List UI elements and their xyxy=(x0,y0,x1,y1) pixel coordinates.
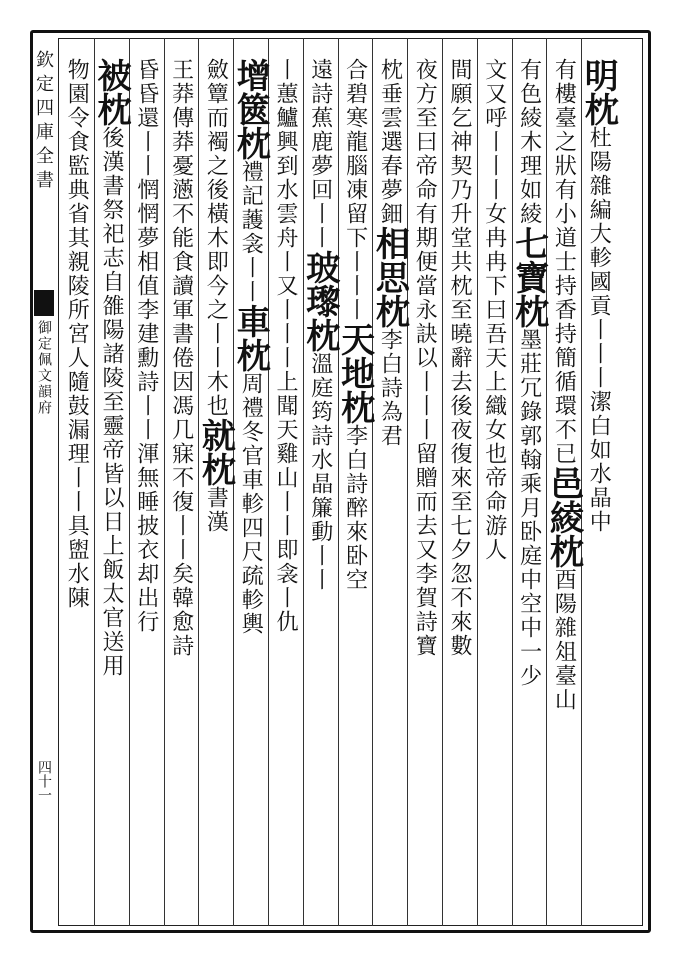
entry-text: 合碧寒龍腦凍留下丨丨丨 xyxy=(342,58,368,322)
column-rule xyxy=(407,38,408,926)
text-column-11 xyxy=(230,58,271,636)
column-rule xyxy=(372,38,373,926)
entry-text: 枕垂雲選春夢鈿 xyxy=(377,58,403,226)
entry-text: 禮記䕶衾丨丨 xyxy=(238,160,264,304)
text-column-9 xyxy=(299,58,340,592)
margin-fishtail-mark xyxy=(34,290,54,316)
entry-heading: 增篋枕 xyxy=(230,58,271,160)
text-column-14 xyxy=(131,58,161,634)
column-rule xyxy=(164,38,165,926)
text-column-16 xyxy=(61,58,91,610)
entry-text: 有樓臺之狀有小道士持香持簡循環不已 xyxy=(551,58,577,466)
text-column-7 xyxy=(369,58,410,448)
entry-heading: 就枕 xyxy=(195,418,236,486)
entry-text: 物園令食監典省其親陵所宮人隨鼓漏理丨丨具盥水陳 xyxy=(64,58,90,610)
entry-text: 斂簟而襡之後橫木即今之丨丨木也 xyxy=(203,58,229,418)
entry-heading: 玻瓈枕 xyxy=(299,250,340,352)
column-rule xyxy=(477,38,478,926)
column-rule xyxy=(338,38,339,926)
entry-text: 後漢書祭祀志自雒陽諸陵至靈帝皆以日上飯太官送用 xyxy=(99,126,124,678)
entry-heading: 相思枕 xyxy=(369,226,410,328)
column-rule xyxy=(546,38,547,926)
text-column-12 xyxy=(195,58,236,534)
text-column-5 xyxy=(444,58,474,658)
entry-text: 間願乞神契乃升堂共枕至曉辭去後夜復來至七夕忽不來數 xyxy=(447,58,472,658)
page-number: 四十一 xyxy=(36,760,52,802)
margin-title: 欽定四庫全書 xyxy=(33,50,54,194)
entry-text: 墨莊冗錄郭翰乘月卧庭中空中一少 xyxy=(516,328,542,688)
entry-text: 昏昏還丨丨惘惘夢相值李建勳詩丨丨渾無睡披衣却出行 xyxy=(133,58,159,634)
entry-text: 夜方至曰帝命有期便當永訣以丨丨丨留贈而去又李賀詩寶 xyxy=(412,58,438,658)
text-column-4 xyxy=(479,58,509,562)
entry-heading: 被枕 xyxy=(91,58,131,126)
entry-text: 王莽傳莽憂懣不能食讀軍書倦因馮几寐不復丨丨矣韓愈詩 xyxy=(168,58,194,658)
text-column-10 xyxy=(270,58,300,634)
entry-heading: 邑綾枕 xyxy=(543,466,584,568)
column-rule xyxy=(442,38,443,926)
entry-text: 有色綾木理如綾 xyxy=(516,58,542,226)
entry-heading: 天地枕 xyxy=(334,322,375,424)
entry-heading: 車枕 xyxy=(230,304,271,372)
entry-text: 溫庭筠詩水晶簾動丨丨 xyxy=(307,352,333,592)
text-column-8 xyxy=(334,58,375,592)
entry-text: 遠詩蕉鹿夢回丨丨 xyxy=(307,58,333,250)
margin-edition: 御定佩文韻府 xyxy=(36,320,52,416)
entry-text: 書漢 xyxy=(203,486,229,534)
entry-text: 李白詩為君 xyxy=(377,328,403,448)
entry-text: 杜陽雜編大軫國貢丨丨丨潔白如水晶中 xyxy=(586,126,612,534)
text-column-15 xyxy=(91,58,131,678)
text-column-6 xyxy=(409,58,439,658)
text-column-2 xyxy=(543,58,584,712)
text-column-1 xyxy=(578,58,619,534)
entry-text: 文又呼丨丨丨女冉冉下曰吾天上織女也帝命游人 xyxy=(481,58,507,562)
column-rule xyxy=(303,38,304,926)
entry-heading: 七寶枕 xyxy=(508,226,549,328)
column-rule xyxy=(94,38,95,926)
column-rule xyxy=(268,38,269,926)
text-column-3 xyxy=(508,58,549,688)
entry-text: 周禮冬官車軫四尺疏軫輿 xyxy=(238,372,264,636)
column-rule xyxy=(512,38,513,926)
column-rule xyxy=(129,38,130,926)
entry-text: 李白詩醉來卧空 xyxy=(342,424,368,592)
entry-text: 酉陽雜俎臺山 xyxy=(551,568,577,712)
entry-heading: 明枕 xyxy=(578,58,619,126)
text-column-13 xyxy=(166,58,196,658)
column-rule xyxy=(198,38,199,926)
entry-text: 丨蕙鱸興到水雲舟丨又丨丨丨上聞天雞山丨丨即衾丨仇 xyxy=(273,58,298,634)
